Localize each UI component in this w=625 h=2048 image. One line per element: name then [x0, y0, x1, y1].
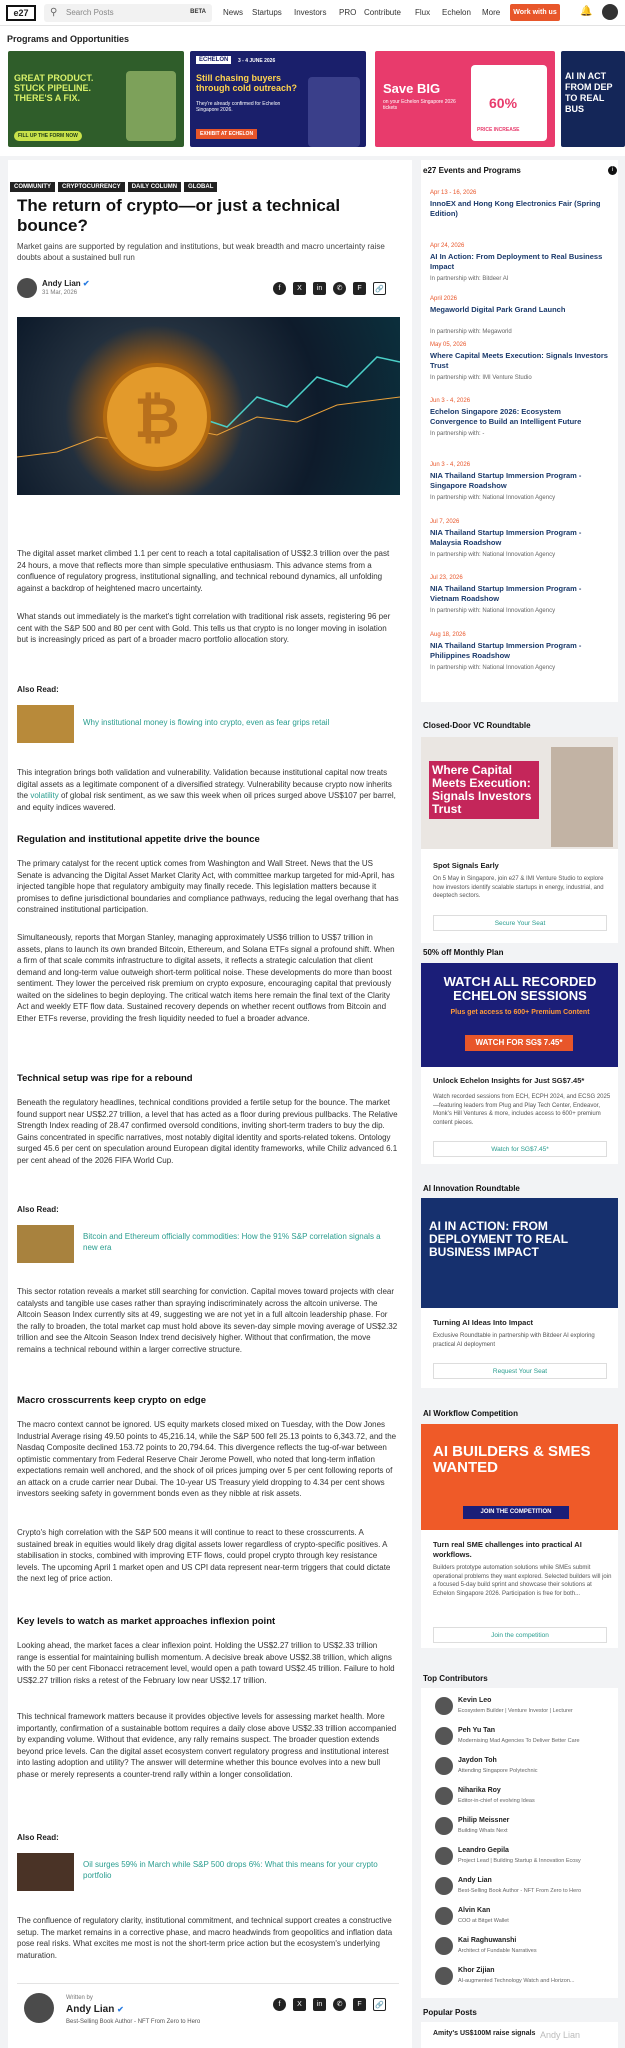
article-title: The return of crypto—or just a technical bounce? — [17, 196, 341, 235]
written-by-bio: Best-Selling Book Author - NFT From Zero to Hero — [66, 2019, 201, 2025]
paragraph: This integration brings both validation and vulnerability. Validation because institutional capital now treats digital assets as a legitimate component of a diversified strategy. Vulnerability because crypto now inherits the volatility of global risk sentiment, as we saw this week when oil prices surged above US$107 per barrel, and equity indices wavered. — [17, 768, 396, 812]
also-read-card[interactable] — [17, 705, 399, 745]
nav-flux[interactable]: Flux — [415, 8, 431, 17]
also-read-thumbnail — [17, 705, 74, 743]
nav-startups[interactable]: Startups — [252, 8, 282, 17]
paragraph: The macro context cannot be ignored. US equity markets closed mixed on Tuesday, with the Dow Jones Industrial Average rising 49.50 points to 45,216.14, while the S&P 500 fell 25.13 points to 6,343.72, and the Nasdaq Composite declined 153.72 points to 20,794.64. This divergence reflects the tug-of-war between optimistic commentary from Federal Reserve Chair Jerome Powell, who noted that long-term inflation expectations remain well anchored, and the shock of oil prices jumping over 5 per cent following reports of an attack on a crude carrier near Dubai. The 10-year US Treasury yield dropping to 4.34 per cent shows investors seeking safety in government bonds even as they nibble at risk assets. — [17, 1420, 397, 1498]
banner-save-big[interactable] — [375, 51, 555, 147]
contributor-role: Attending Singapore Polytechnic — [458, 1768, 538, 1774]
vc-image-people — [551, 747, 613, 847]
tag-cryptocurrency[interactable]: CRYPTOCURRENCY — [58, 182, 125, 192]
contributor-role: Architect of Fundable Narratives — [458, 1948, 537, 1954]
info-icon[interactable]: i — [608, 166, 617, 175]
linkedin-icon[interactable]: in — [313, 1998, 326, 2011]
contributor-name[interactable]: Khor Zijian — [458, 1967, 495, 1974]
vc-image-text: Where Capital Meets Execution: Signals Investors Trust — [429, 761, 539, 819]
whatsapp-icon[interactable]: ✆ — [333, 1998, 346, 2011]
contributor-name[interactable]: Andy Lian — [458, 1877, 492, 1884]
programs-heading: Programs and Opportunities — [7, 34, 130, 44]
also-read-label: Also Read: — [17, 685, 59, 694]
paragraph: Beneath the regulatory headlines, technical conditions provided a fertile setup for the bounce. The market found support near US$2.27 trillion, a level that has acted as a floor during previous pullbacks. The Relative Strength Index reading of 28.47 confirmed oversold conditions, inviting short-term traders to buy the dip. Gains concentrated in specific narratives, most notably digital identity and sports-related tokens. Ontology surged 45.6 per cent on speculation around European digital identity frameworks, while Chiliz advanced 6.1 per cent ahead of the 2026 FIFA World Cup. — [17, 1098, 398, 1165]
event-partner-note: In partnership with: National Innovation Agency — [430, 665, 556, 671]
banner-great-product[interactable] — [8, 51, 184, 147]
banner-photo — [308, 77, 360, 147]
contributor-avatar[interactable] — [435, 1757, 453, 1775]
banner-cta[interactable]: EXHIBIT AT ECHELON — [196, 129, 257, 139]
section-heading: Technical setup was ripe for a rebound — [17, 1073, 193, 1084]
vc-card-desc: On 5 May in Singapore, join e27 & IMI Venture Studio to explore how investors identify scalable startups in energy, industrial, and deeptech sectors. — [433, 876, 604, 899]
contributor-name[interactable]: Peh Yu Tan — [458, 1727, 496, 1734]
contributor-name[interactable]: Kai Raghuwanshi — [458, 1937, 517, 1944]
section-heading: Regulation and institutional appetite drive the bounce — [17, 834, 260, 845]
flipboard-icon[interactable]: F — [353, 282, 366, 295]
also-read-thumbnail — [17, 1853, 74, 1891]
contributor-avatar[interactable] — [435, 1697, 453, 1715]
nav-news[interactable]: News — [223, 8, 244, 17]
paragraph: Crypto's high correlation with the S&P 500 means it will continue to react to these crosscurrents. A sustained break in equities would likely drag digital assets lower regardless of crypto-specific positives. A stabilisation in stocks, combined with improving ETF flows, could propel crypto through key resistance levels. The upcoming April 1 market open and US CPI data represent near-term triggers that could dictate the next leg of price action. — [17, 1528, 391, 1583]
event-partner-note: In partnership with: Megaworld — [430, 329, 512, 335]
event-partner-note: In partnership with: - — [430, 431, 485, 437]
banner-headline: Still chasing buyers through cold outreach? — [196, 73, 297, 93]
author-avatar[interactable] — [17, 278, 37, 298]
secure-seat-button[interactable]: Secure Your Seat — [433, 915, 607, 931]
article-subtitle: Market gains are supported by regulation and institutions, but weak breadth and macro uncertainty raise doubts about a sustained bull run — [17, 242, 385, 262]
written-by-label: Written by — [66, 1995, 93, 2001]
hero-image-bitcoin — [17, 317, 400, 495]
watch-button[interactable]: Watch for SG$7.45* — [433, 1141, 607, 1157]
event-title-link[interactable]: Where Capital Meets Execution: Signals Investors Trust — [430, 351, 608, 370]
event-date: April 2026 — [430, 296, 458, 302]
banner-headline: AI IN ACT FROM DEP TO REAL BUS — [565, 71, 613, 114]
event-date: May 05, 2026 — [430, 342, 467, 348]
copy-link-icon[interactable]: 🔗 — [373, 1998, 386, 2011]
verified-icon: ✔ — [82, 279, 90, 288]
contributor-avatar[interactable] — [435, 1727, 453, 1745]
user-avatar[interactable] — [602, 4, 618, 20]
request-seat-button[interactable]: Request Your Seat — [433, 1363, 607, 1379]
banner-date: 3 - 4 JUNE 2026 — [238, 58, 276, 64]
banner-subtext: on your Echelon Singapore 2026 tickets — [383, 99, 456, 111]
paragraph: The confluence of regulatory clarity, institutional commitment, and technical support creates a constructive setup. The market remains in a corrective phase, and macro headwinds from geopolitics and inflation data pose real risks. What excites me most is not the short-term price action but the ecosystem's underlying maturation. — [17, 1916, 393, 1960]
contributor-avatar[interactable] — [435, 1907, 453, 1925]
nav-echelon[interactable]: Echelon — [442, 8, 471, 17]
nav-investors[interactable]: Investors — [294, 8, 327, 17]
x-twitter-icon[interactable]: X — [293, 282, 306, 295]
contributor-avatar[interactable] — [435, 1787, 453, 1805]
watermark: Andy Lian — [540, 2030, 581, 2040]
nav-pro[interactable]: PRO — [339, 8, 357, 17]
event-title-link[interactable]: NIA Thailand Startup Immersion Program - Singapore Roadshow — [430, 471, 582, 490]
divider — [17, 1983, 399, 1984]
beta-badge: BETA — [190, 9, 206, 15]
contributor-avatar[interactable] — [435, 1817, 453, 1835]
ai-roundtable-card-title: Turning AI Ideas Into Impact — [433, 1318, 534, 1327]
also-read-link[interactable]: Oil surges 59% in March while S&P 500 drops 6%: What this means for your crypto portfolio — [83, 1860, 378, 1880]
contributor-name[interactable]: Kevin Leo — [458, 1697, 492, 1704]
volatility-link[interactable]: volatility — [30, 791, 59, 800]
top-navigation-bar — [0, 0, 625, 26]
written-by-name[interactable]: Andy Lian ✔ — [66, 2004, 124, 2015]
ai-competition-image[interactable] — [421, 1424, 618, 1530]
written-by-avatar[interactable] — [24, 1993, 54, 2023]
section-heading: Macro crosscurrents keep crypto on edge — [17, 1395, 207, 1406]
x-twitter-icon[interactable]: X — [293, 1998, 306, 2011]
ai-roundtable-card-desc: Exclusive Roundtable in partnership with Bitdeer AI exploring practical AI deployment — [433, 1333, 595, 1348]
contributor-role: Building Whats Next — [458, 1828, 508, 1834]
ai-roundtable-image-text: AI IN ACTION: FROM DEPLOYMENT TO REAL BUSINESS IMPACT — [429, 1219, 568, 1259]
echelon-logo: ECHELON — [196, 56, 231, 64]
svg-text:₿: ₿ — [134, 386, 180, 449]
event-partner-note: In partnership with: National Innovation Agency — [430, 495, 556, 501]
contributor-avatar[interactable] — [435, 1967, 453, 1985]
facebook-icon[interactable]: f — [273, 282, 286, 295]
author-name[interactable]: Andy Lian ✔ — [42, 279, 90, 288]
contributor-role: Project Lead | Building Startup & Innovation Ecosy — [458, 1858, 581, 1864]
event-date: Jun 3 - 4, 2026 — [430, 462, 471, 468]
event-title-link[interactable]: Echelon Singapore 2026: Ecosystem Convergence to Build an Intelligent Future — [430, 407, 582, 426]
article-date: 31 Mar, 2026 — [42, 290, 78, 296]
ai-competition-image-cta: JOIN THE COMPETITION — [463, 1506, 569, 1519]
monthly-card-desc: Watch recorded sessions from ECH, ECPH 2024, and ECSG 2025—featuring leaders from Plug and Play Tech Center, Endeavor, Monk's Hill Ventures & more, includes access to 600+ premium content pieces. — [433, 1094, 611, 1126]
event-title-link[interactable]: NIA Thailand Startup Immersion Program - Malaysia Roadshow — [430, 528, 582, 547]
events-heading: e27 Events and Programs — [423, 166, 521, 175]
facebook-icon[interactable]: f — [273, 1998, 286, 2011]
contributor-avatar[interactable] — [435, 1847, 453, 1865]
nav-contribute[interactable]: Contribute — [364, 8, 401, 17]
monthly-image-cta: WATCH FOR SG$ 7.45* — [465, 1035, 573, 1051]
tag-daily-column[interactable]: DAILY COLUMN — [128, 182, 181, 192]
banner-headline: GREAT PRODUCT. STUCK PIPELINE. THERE'S A FIX. — [14, 73, 94, 103]
also-read-label: Also Read: — [17, 1833, 59, 1842]
tag-community[interactable]: COMMUNITY — [10, 182, 55, 192]
ai-roundtable-heading: AI Innovation Roundtable — [423, 1184, 520, 1193]
banner-cta[interactable]: FILL UP THE FORM NOW — [14, 131, 82, 141]
contributors-heading: Top Contributors — [423, 1674, 488, 1683]
work-with-us-button[interactable]: Work with us — [510, 4, 560, 21]
contributor-avatar[interactable] — [435, 1937, 453, 1955]
monthly-image-sub: Plus get access to 600+ Premium Content — [450, 1009, 590, 1016]
banner-subtext: They're already confirmed for Echelon Singapore 2026. — [196, 101, 281, 113]
ai-roundtable-image[interactable] — [421, 1198, 618, 1308]
event-partner-note: In partnership with: Bitdeer AI — [430, 276, 509, 282]
contributor-role: Modernising Mad Agencies To Deliver Better Care — [458, 1738, 580, 1744]
price-increase-label: PRICE INCREASE — [477, 127, 520, 133]
also-read-link[interactable]: Why institutional money is flowing into crypto, even as fear grips retail — [83, 718, 330, 727]
paragraph: What stands out immediately is the market's tight correlation with traditional risk assets, registering 96 per cent with the S&P 500 and 80 per cent with Gold. This tells us that crypto is no longer moving in isolation but is increasingly priced as part of a broader macro portfolio allocation story. — [17, 612, 391, 644]
also-read-card[interactable] — [17, 1853, 399, 1893]
contributor-name[interactable]: Philip Meissner — [458, 1817, 510, 1824]
contributor-role: AI-augmented Technology Watch and Horizon... — [458, 1978, 575, 1984]
contributor-name[interactable]: Leandro Gepila — [458, 1847, 509, 1854]
banner-ai-in-action[interactable] — [561, 51, 625, 147]
banner-photo — [126, 71, 176, 141]
contributor-name[interactable]: Alvin Kan — [458, 1907, 491, 1914]
also-read-label: Also Read: — [17, 1205, 59, 1214]
ai-competition-image-text: AI BUILDERS & SMES WANTED — [433, 1443, 591, 1476]
search-icon: ⚲ — [50, 7, 58, 18]
contributor-name[interactable]: Niharika Roy — [458, 1787, 501, 1794]
vc-heading: Closed-Door VC Roundtable — [423, 721, 531, 730]
flipboard-icon[interactable]: F — [353, 1998, 366, 2011]
contributor-role: Best-Selling Book Author - NFT From Zero to Hero — [458, 1888, 582, 1894]
banner-headline: Save BIG — [383, 81, 441, 96]
also-read-link[interactable]: Bitcoin and Ethereum officially commodities: How the 91% S&P correlation signals a new era — [83, 1232, 381, 1252]
popular-post-link[interactable]: Amity's US$100M raise signals — [433, 2030, 536, 2037]
event-date: Jun 3 - 4, 2026 — [430, 398, 471, 404]
contributor-avatar[interactable] — [435, 1877, 453, 1895]
vc-card-title: Spot Signals Early — [433, 861, 499, 870]
banner-echelon-exhibit[interactable] — [190, 51, 366, 147]
event-date: Aug 18, 2026 — [430, 632, 466, 638]
verified-icon: ✔ — [117, 2005, 124, 2014]
search-placeholder: Search Posts — [66, 8, 114, 17]
event-date: Jul 7, 2026 — [430, 519, 460, 525]
event-title-link[interactable]: InnoEX and Hong Kong Electronics Fair (Spring Edition) — [430, 199, 601, 218]
monthly-card-title: Unlock Echelon Insights for Just SG$7.45* — [433, 1076, 585, 1085]
ai-competition-card-title: Turn real SME challenges into practical AI workflows. — [433, 1540, 582, 1559]
vc-image[interactable] — [421, 737, 618, 849]
event-title-link[interactable]: AI In Action: From Deployment to Real Business Impact — [430, 252, 603, 271]
whatsapp-icon[interactable]: ✆ — [333, 282, 346, 295]
event-partner-note: In partnership with: IMI Venture Studio — [430, 375, 532, 381]
event-title-link[interactable]: Megaworld Digital Park Grand Launch — [430, 305, 566, 314]
section-heading: Key levels to watch as market approaches inflexion point — [17, 1616, 276, 1627]
contributor-role: COO at Bitget Wallet — [458, 1918, 509, 1924]
hero-chart-graphic — [17, 317, 400, 495]
bell-icon[interactable]: 🔔 — [580, 6, 593, 17]
paragraph: This technical framework matters because it provides objective levels for assessing market health. More importantly, confirmation of a sustainable bottom requires a daily close above US$2.33 trillion accompanied by expanding volume. Without that evidence, any rally remains suspect. The broader question extends beyond price levels. Can the digital asset ecosystem convert regulatory progress and institutional interest into lasting adoption and utility? The answer will determine whether this bounce evolves into a new bull phase or merely represents a counter-trend rally within a longer consolidation. — [17, 1712, 397, 1779]
join-competition-button[interactable]: Join the competition — [433, 1627, 607, 1643]
nav-more[interactable]: More — [482, 8, 501, 17]
paragraph: Looking ahead, the market faces a clear inflexion point. Holding the US$2.27 trillion to US$2.33 trillion range is essential for maintaining bullish momentum. A decisive break above US$2.38 trillion, which aligns with the 50 per cent Fibonacci retracement level, would open a path toward US$2.45 trillion. Failure to hold US$2.27 trillion risks a retest of the February low near US$2.17 trillion. — [17, 1641, 395, 1685]
event-date: Apr 13 - 16, 2026 — [430, 190, 477, 196]
contributor-name[interactable]: Jaydon Toh — [458, 1757, 497, 1764]
monthly-image-text: WATCH ALL RECORDED ECHELON SESSIONS — [443, 974, 597, 1003]
tag-global[interactable]: GLOBAL — [184, 182, 217, 192]
event-title-link[interactable]: NIA Thailand Startup Immersion Program - Philippines Roadshow — [430, 641, 582, 660]
ai-competition-heading: AI Workflow Competition — [423, 1409, 518, 1418]
monthly-image[interactable] — [421, 963, 618, 1067]
linkedin-icon[interactable]: in — [313, 282, 326, 295]
ticket-card — [471, 65, 547, 141]
also-read-thumbnail — [17, 1225, 74, 1263]
paragraph: The digital asset market climbed 1.1 per cent to reach a total capitalisation of US$2.3 trillion over the past 24 hours, a move that reflects more than simple speculative enthusiasm. This advance stems from a confluence of regulatory progress, institutional signalling, and technical rebound dynamics, all unfolding against a backdrop of heightened macro uncertainty. — [17, 549, 390, 593]
event-title-link[interactable]: NIA Thailand Startup Immersion Program - Vietnam Roadshow — [430, 584, 582, 603]
search-bar[interactable] — [44, 4, 212, 22]
e27-logo[interactable]: e27 — [6, 5, 36, 21]
event-partner-note: In partnership with: National Innovation Agency — [430, 608, 556, 614]
contributor-role: Ecosystem Builder | Venture Investor | Lecturer — [458, 1708, 573, 1714]
ai-competition-card-desc: Builders prototype automation solutions while SMEs submit operational problems they want explored. Selected builders will join a focused 5-day build sprint and showcase their solutions at Echelon Singapore 2026. Participation is free for both... — [433, 1565, 612, 1597]
event-date: Apr 24, 2026 — [430, 243, 465, 249]
popular-posts-panel — [421, 2022, 618, 2048]
paragraph: This sector rotation reveals a market still searching for conviction. Capital moves toward projects with clear catalysts and tangible use cases rather than spraying indiscriminately across the altcoin universe. The Altcoin Season Index currently sits at 49, suggesting we are not yet in a full altcoin leadership phase. For the rally to broaden, the total market cap must hold above its seven-day simple moving average of US$2.32 trillion and see the Altcoin Season Index trend decisively higher. Without that confirmation, the move remains a technical rebound within a larger corrective structure. — [17, 1287, 398, 1354]
copy-link-icon[interactable]: 🔗 — [373, 282, 386, 295]
paragraph: Simultaneously, reports that Morgan Stanley, managing approximately US$6 trillion to US$7 trillion in assets, plans to launch its own branded Bitcoin, Ethereum, and Solana ETFs signal a profound shift. When a firm of that scale commits infrastructure to digital assets, it reflects a strategic calculation that client demand and long-term value outweigh short-term political noise. These developments do more than boost sentiment. They lower the perceived risk premium on crypto exposure, encouraging capital that previously waited on the sidelines to begin deploying. The critical watch items here remain the final text of the Clarity Act and weekly ETF flow data. Sustained recovery depends on whether recent outflows from Bitcoin and Ether ETFs reverse, providing the fresh liquidity needed to fuel a broader advance. — [17, 933, 395, 1023]
event-partner-note: In partnership with: National Innovation Agency — [430, 552, 556, 558]
discount-badge: 60% — [489, 95, 518, 111]
article-tags — [10, 175, 220, 193]
popular-heading: Popular Posts — [423, 2008, 477, 2017]
paragraph: The primary catalyst for the recent uptick comes from Washington and Wall Street. News that the US Senate is advancing the Digital Asset Market Clarity Act, with committee markup targeted for mid-April, has injected tangible hope that regulatory ambiguity may finally recede. This legislation matters because it promises to define jurisdictional boundaries and compliance pathways, reducing the legal overhang that has constrained institutional participation. — [17, 859, 399, 914]
also-read-card[interactable] — [17, 1225, 399, 1265]
monthly-heading: 50% off Monthly Plan — [423, 948, 504, 957]
event-date: Jul 23, 2026 — [430, 575, 463, 581]
contributor-role: Editor-in-chief of evolving Ideas — [458, 1798, 535, 1804]
